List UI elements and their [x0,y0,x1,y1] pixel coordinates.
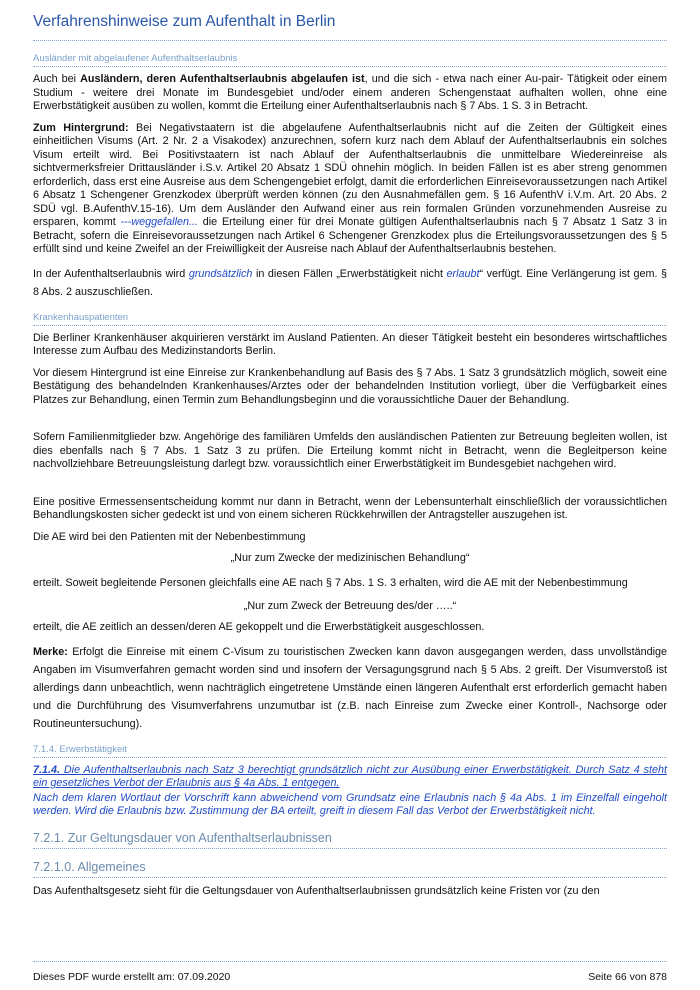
text-segment: erlaubt [446,267,480,280]
text-segment: Merke: [33,645,68,658]
paragraph [33,792,667,819]
text-segment: Eine positive Ermessensentscheidung kommt nur dann in Betracht, wenn der Lebensunterhalt einschließlich der voraussichtlichen Behandlungskosten sicher gedeckt ist und von einem sicheren Rückkehrwillen der Antragsteller auszugehen ist. [33,495,667,521]
paragraph [33,367,667,408]
section-heading: 7.2.1. Zur Geltungsdauer von Aufenthaltserlaubnissen [33,827,667,849]
quote-line [33,600,667,614]
paragraph [33,643,667,733]
paragraph [33,73,667,114]
text-segment: Bei Negativstaatern ist die abgelaufene Aufenthaltserlaubnis nicht auf die Zeiten der Gültigkeit eines einheitlichen Visums (Art. 2 Nr. 2 a Visakodex) anzurechnen, sofern kurz nach dem Ablauf der Aufenthaltserlaubnis ein solches Visum erteilt wird. Bei Positivstaatern ist nach Ablauf der Aufenthaltserlaubnis die unmittelbare Wiedereinreise als sichtvermerksfreier Drittausländer i.S.v. Artikel 20 Absatz 1 SDÜ ohnehin möglich. In beiden Fällen ist es aber streng genommen erforderlich, dass erst eine Ausreise aus dem Schengengebiet erfolgt, damit die erforderlichen Einreisevoraussetzungen nach Artikel 6 Absatz 1 Schengener Grenzkodex überprüft werden können (zu den Ausnahmefällen gem. § 16 AufenthV i.V.m. Art. 20 Abs. 2 SDÜ vgl. B.AufenthV.15-16). Um dem Ausländer den Aufwand einer aus rein formalen Gründen vorzunehmenden Ausreise zu ersparen, kommt [33,121,668,228]
text-segment: Erfolgt die Einreise mit einem C-Visum zu touristischen Zwecken kann davon ausgegangen werden, dass unvollständige Angaben im Visumverfahren gemacht worden sind und insofern der Versagungsgrund nach § 5 Abs. 2 greift. Der Visumverstoß ist allerdings dann unbeachtlich, wenn nachträglich eingetretene Umstände einen längeren Aufenthalt erst erforderlich gemacht haben und die Durchführung des Visumverfahrens unzumutbar ist (z.B. nach Einreise zum Zwecke einer Kontroll-, Nachsorge oder Routineuntersuchung). [33,645,667,730]
text-segment: Sofern Familienmitglieder bzw. Angehörige des familiären Umfelds den ausländischen Patienten zur Betreuung begleiten wollen, ist dies ebenfalls nach § 7 Abs. 1 Satz 3 zu prüfen. Die Erteilung kommt nicht in Betracht, wenn die Begleitperson keine nachvollziehbare Betreuungsleistung darlegt bzw. voraussichtlich einer Erwerbstätigkeit im Bundesgebiet nachgehen wird. [33,431,667,470]
text-segment: Die Berliner Krankenhäuser akquirieren verstärkt im Ausland Patienten. An dieser Tätigkeit besteht ein besonderes wirtschaftliches Interesse zum Aufbau des Medizinstandorts Berlin. [33,331,667,357]
text-segment: “ verfügt. Eine Verlängerung ist gem. § 8 Abs. 2 auszuschließen. [33,267,667,298]
text-segment: Das Aufenthaltsgesetz sieht für die Geltungsdauer von Aufenthaltserlaubnissen grundsätzlich keine Fristen vor (zu den [33,884,600,897]
text-segment: In der Aufenthaltserlaubnis wird [33,267,189,280]
paragraph [33,265,667,301]
footer-page-number: Seite 66 von 878 [588,971,667,983]
paragraph [33,574,667,592]
spacer [33,480,667,496]
quote-line [33,552,667,566]
paragraph [33,885,667,899]
text-segment: Die AE wird bei den Patienten mit der Nebenbestimmung [33,530,306,543]
document-title: Verfahrenshinweise zum Aufenthalt in Berlin [33,8,667,41]
section-heading: 7.1.4. Erwerbstätigkeit [33,741,667,758]
document-body [33,50,667,898]
text-segment: die Erteilung einer für drei Monate gültigen Aufenthaltserlaubnis nach § 7 Absatz 1 Satz 3 in Betracht, sofern die Einreisevoraussetzungen nach Artikel 6 Schengener Grenzkodex plus die Erteilungsvoraussetzungen des § 5 erfüllt sind und keine Zweifel an der Freiwilligkeit der Ausreise nach Ablauf der Aufenthaltserlaubnis bestehen. [33,216,667,255]
text-segment: , und die sich - etwa nach einer Au-pair- Tätigkeit oder einem Studium - weitere drei Monate im Bundesgebiet und/oder einem anderen Schengenstaat aufhalten wollen, ohne eine Erwerbstätigkeit ausüben zu wollen, kommt die Erteilung einer Aufenthaltserlaubnis nach § 7 Abs. 1 S. 3 in Betracht. [33,73,667,112]
paragraph [33,496,667,523]
text-segment: Auch bei [33,73,81,85]
page-footer [33,961,667,983]
text-segment: Die Aufenthaltserlaubnis nach Satz 3 berechtigt grundsätzlich nicht zur Ausübung einer Erwerbstätigkeit. Durch Satz 4 steht ein gesetzliches Verbot der Erlaubnis aus § 4a Abs. 1 entgegen. [33,763,667,789]
text-segment: Nach dem klaren Wortlaut der Vorschrift kann abweichend vom Grundsatz eine Erlaubnis nach § 4a Abs. 1 im Einzelfall eingeholt werden. Wird die Erlaubnis bzw. Zustimmung der BA erteilt, greift in diesem Fall das Verbot der Erwerbstätigkeit nicht. [33,791,667,817]
paragraph [33,764,667,791]
text-segment: Vor diesem Hintergrund ist eine Einreise zur Krankenbehandlung auf Basis des § 7 Abs. 1 Satz 3 grundsätzlich möglich, soweit eine Bestätigung des behandelnden Krankenhauses/Arztes oder der behandelnden Institution vorliegt, über die Verfügbarkeit eines Platzes zur Behandlung, einen Termin zum Behandlungsbeginn und die voraussichtliche Dauer der Behandlung. [33,366,667,406]
paragraph [33,621,667,635]
text-segment: Ausländern, deren Aufenthaltserlaubnis abgelaufen ist [80,73,365,85]
text-segment: erteilt. Soweit begleitende Personen gleichfalls eine AE nach § 7 Abs. 1 S. 3 erhalten, wird die AE mit der Nebenbestimmung [33,576,628,589]
spacer [33,415,667,431]
text-segment: ---weggefallen... [120,216,198,228]
section-heading: Ausländer mit abgelaufener Aufenthaltserlaubnis [33,50,667,67]
paragraph [33,531,667,545]
section-heading: 7.2.1.0. Allgemeines [33,856,667,878]
section-heading: Krankenhauspatienten [33,309,667,326]
text-segment: grundsätzlich [188,267,253,280]
text-segment: in diesen Fällen „Erwerbstätigkeit nicht [252,267,447,280]
paragraph [33,431,667,472]
footer-created-date: Dieses PDF wurde erstellt am: 07.09.2020 [33,971,231,983]
text-segment: erteilt, die AE zeitlich an dessen/deren AE gekoppelt und die Erwerbstätigkeit ausgeschlossen. [33,621,485,633]
text-segment: „Nur zum Zweck der Betreuung des/der …..“ [243,599,457,612]
text-segment: 7.1.4. [33,763,61,776]
paragraph [33,122,667,257]
text-segment: „Nur zum Zwecke der medizinischen Behandlung“ [230,552,470,564]
paragraph [33,332,667,359]
text-segment: Zum Hintergrund: [33,121,129,134]
